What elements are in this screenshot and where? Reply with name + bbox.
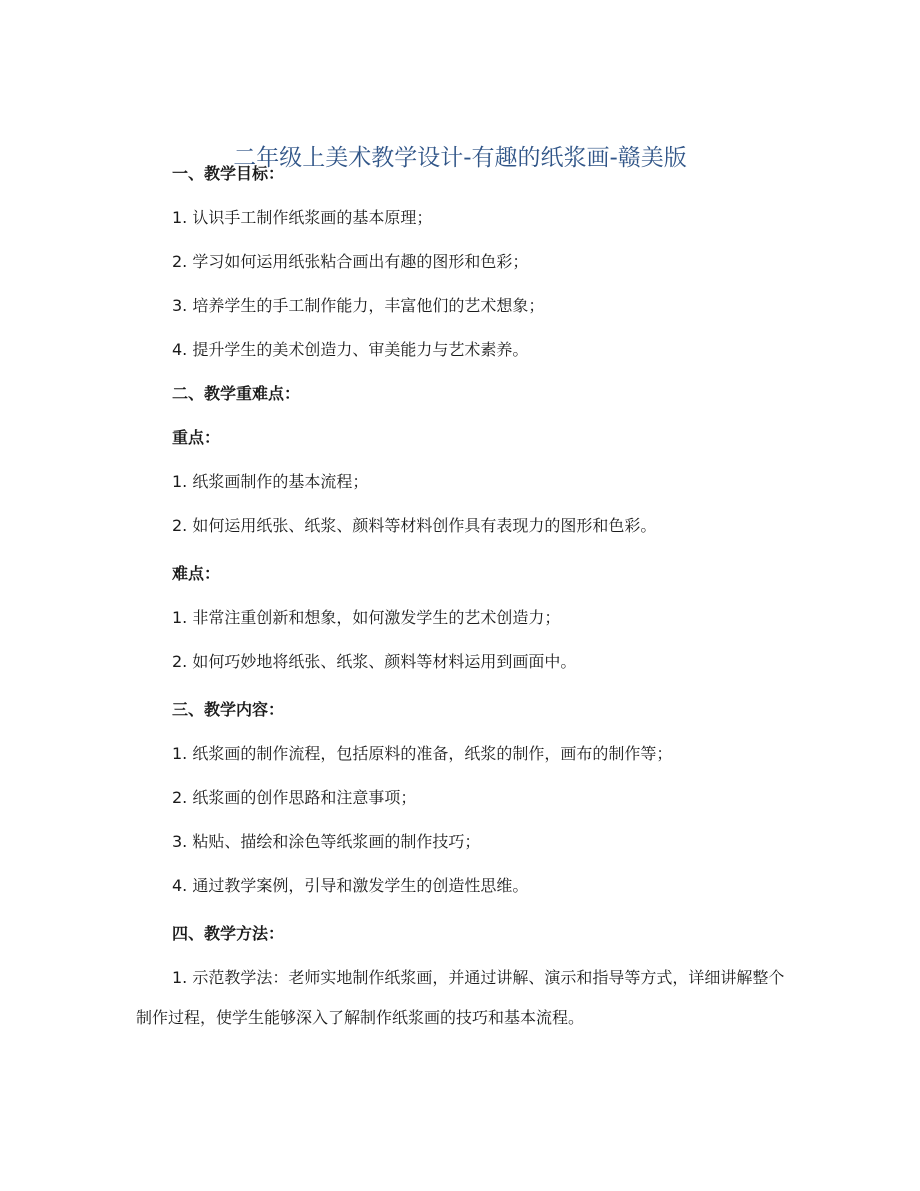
content-item: 4. 通过教学案例，引导和激发学生的创造性思维。 <box>172 876 529 895</box>
subsection-label-difficulty: 难点： <box>172 564 221 583</box>
content-item: 2. 纸浆画的创作思路和注意事项； <box>172 788 417 807</box>
content-item: 3. 粘贴、描绘和涂色等纸浆画的制作技巧； <box>172 832 481 851</box>
document-title: 二年级上美术教学设计-有趣的纸浆画-赣美版 <box>233 145 687 171</box>
section-heading-key-points: 二、教学重难点： <box>172 384 301 403</box>
focus-item: 1. 纸浆画制作的基本流程； <box>172 472 369 491</box>
section-heading-objectives: 一、教学目标： <box>172 164 285 183</box>
subsection-label-focus: 重点： <box>172 428 221 447</box>
content-item: 1. 纸浆画的制作流程，包括原料的准备，纸浆的制作，画布的制作等； <box>172 744 673 763</box>
objective-item: 1. 认识手工制作纸浆画的基本原理； <box>172 208 433 227</box>
difficulty-item: 1. 非常注重创新和想象，如何激发学生的艺术创造力； <box>172 608 561 627</box>
objective-item: 2. 学习如何运用纸张粘合画出有趣的图形和色彩； <box>172 252 529 271</box>
objective-item: 4. 提升学生的美术创造力、审美能力与艺术素养。 <box>172 340 529 359</box>
section-heading-content: 三、教学内容： <box>172 700 285 719</box>
difficulty-item: 2. 如何巧妙地将纸张、纸浆、颜料等材料运用到画面中。 <box>172 652 577 671</box>
method-paragraph: 1. 示范教学法：老师实地制作纸浆画，并通过讲解、演示和指导等方式，详细讲解整个制作过程，使学生能够深入了解制作纸浆画的技巧和基本流程。 <box>136 968 785 1027</box>
focus-item: 2. 如何运用纸张、纸浆、颜料等材料创作具有表现力的图形和色彩。 <box>172 516 657 535</box>
objective-item: 3. 培养学生的手工制作能力，丰富他们的艺术想象； <box>172 296 545 315</box>
section-heading-methods: 四、教学方法： <box>172 924 285 943</box>
